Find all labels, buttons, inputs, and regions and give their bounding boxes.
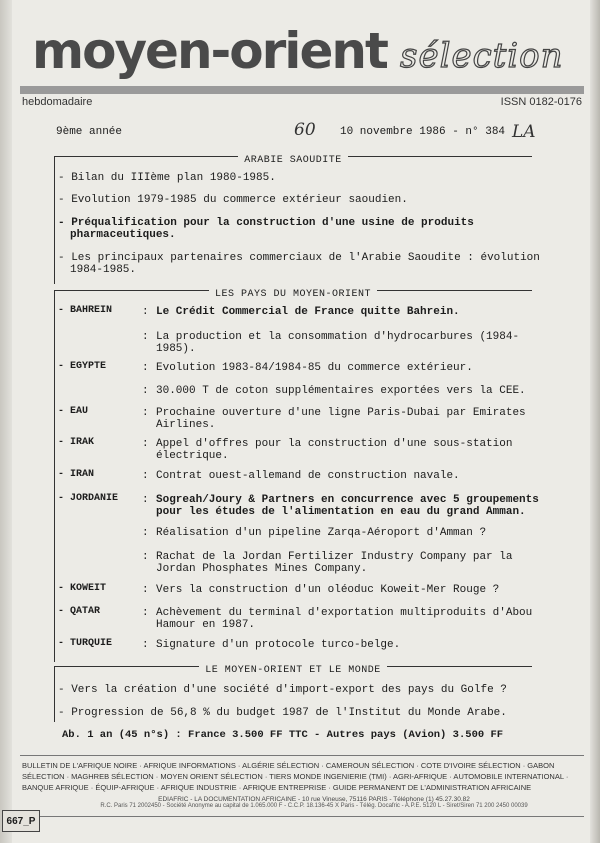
section-saudi-header (54, 155, 532, 166)
archive-badge: 667_P (2, 810, 40, 832)
country-qatar: - QATAR (58, 606, 101, 617)
world-item-1: - Vers la création d'une société d'import-export des pays du Golfe ? (58, 684, 507, 696)
footer-rule (20, 755, 584, 756)
egypte-line-2: 30.000 T de coton supplémentaires exportées vers la CEE. (156, 385, 526, 397)
year-label: 9ème année (56, 126, 123, 138)
egypte-line-1: Evolution 1983-84/1984-85 du commerce extérieur. (156, 362, 473, 374)
footer-rule-bottom (20, 816, 584, 817)
country-irak: - IRAK (58, 437, 95, 448)
saudi-item-4: - Les principaux partenaires commerciaux de l'Arabie Saoudite : évolution (58, 252, 540, 264)
saudi-item-3-cont: pharmaceutiques. (70, 229, 176, 241)
document-page (14, 0, 586, 843)
qatar-line-1: Achèvement du terminal d'exportation multiproduits d'Abou (156, 607, 533, 619)
colon: : (142, 385, 149, 397)
qatar-line-2: Hamour en 1987. (156, 619, 256, 631)
world-item-2: - Progression de 56,8 % du budget 1987 de l'Institut du Monde Arabe. (58, 707, 507, 719)
country-egypte: - EGYPTE (58, 361, 107, 372)
eau-line-2: Airlines. (156, 419, 216, 431)
jordanie-line-1: Sogreah/Joury & Partners en concurrence avec 5 groupements (156, 494, 539, 506)
section-countries-title: LES PAYS DU MOYEN-ORIENT (209, 289, 377, 300)
handwritten-initials: LA (512, 122, 536, 142)
irak-line-2: électrique. (156, 450, 229, 462)
colon: : (142, 331, 149, 343)
binding-gutter-left (0, 0, 12, 843)
footer-publications: BULLETIN DE L'AFRIQUE NOIRE · AFRIQUE INFORMATIONS · ALGÉRIE SÉLECTION · CAMEROUN SÉLECTION · COTE D'IVOIRE SÉLECTION · GABON SÉLECTION · MAGHREB SÉLECTION · MOYEN ORIENT SÉLECTION · TIERS MONDE INGENIERIE (TMI) · AGRI-AFRIQUE · AUTOMOBILE INTERNATIONAL · BANQUE AFRIQUE · ÉQUIP-AFRIQUE · AFRIQUE INDUSTRIE · AFRIQUE ENTREPRISE · GUIDE PERMANENT DE L'ADMINISTRATION AFRICAINE (22, 761, 569, 792)
colon: : (142, 639, 149, 651)
koweit-line-1: Vers la construction d'un oléoduc Koweit-Mer Rouge ? (156, 584, 500, 596)
colon: : (142, 527, 149, 539)
masthead (20, 18, 586, 84)
subscription-price: Ab. 1 an (45 n°s) : France 3.500 FF TTC - Autres pays (Avion) 3.500 FF (62, 729, 504, 741)
colon: : (142, 470, 149, 482)
colon: : (142, 407, 149, 419)
issn-label: ISSN 0182-0176 (500, 96, 582, 108)
section-countries-header (54, 289, 532, 300)
country-jordanie: - JORDANIE (58, 493, 119, 504)
country-iran: - IRAN (58, 469, 95, 480)
masthead-bar (20, 86, 584, 94)
irak-line-1: Appel d'offres pour la construction d'une sous-station (156, 438, 513, 450)
eau-line-1: Prochaine ouverture d'une ligne Paris-Dubai par Emirates (156, 407, 526, 419)
handwritten-number: 60 (294, 120, 316, 140)
saudi-item-1: - Bilan du IIIème plan 1980-1985. (58, 172, 276, 184)
jordanie-line-4: Rachat de la Jordan Fertilizer Industry Company par la (156, 551, 513, 563)
periodicity-label: hebdomadaire (22, 96, 93, 108)
iran-line-1: Contrat ouest-allemand de construction navale. (156, 470, 460, 482)
jordanie-line-3: Réalisation d'un pipeline Zarqa-Aéroport d'Amman ? (156, 527, 487, 539)
section-world-title: LE MOYEN-ORIENT ET LE MONDE (199, 665, 387, 676)
jordanie-line-2: pour les études de l'alimentation en eau du grand Amman. (156, 506, 526, 518)
section-saudi-rule (54, 156, 55, 284)
section-world-header (54, 665, 532, 676)
bahrein-line-2: La production et la consommation d'hydrocarbures (1984- (156, 331, 520, 343)
jordanie-line-5: Jordan Phosphates Mines Company. (156, 563, 368, 575)
issue-date: 10 novembre 1986 - n° 384 (340, 126, 506, 138)
section-countries-rule (54, 290, 55, 662)
colon: : (142, 306, 149, 318)
country-koweit: - KOWEIT (58, 583, 107, 594)
country-bahrein: - BAHREIN (58, 305, 113, 316)
bahrein-line-1: Le Crédit Commercial de France quitte Bahrein. (156, 306, 460, 318)
colon: : (142, 551, 149, 563)
colon: : (142, 607, 149, 619)
section-world-rule (54, 666, 55, 722)
turquie-line-1: Signature d'un protocole turco-belge. (156, 639, 401, 651)
footer-address: EDIAFRIC - LA DOCUMENTATION AFRICAINE - 10 rue Vineuse, 75116 PARIS - Téléphone (1) 45.27.30.82 (158, 796, 470, 803)
country-eau: - EAU (58, 406, 89, 417)
footer-registration: R.C. Paris 71 2002450 - Société Anonyme au capital de 1.065.000 F - C.C.P. 18.136-45 X Paris - Télég. Docafric - A.P.E. 5120 L - Siret/Siren 71 200 2450 00039 (100, 803, 528, 809)
bahrein-line-3: 1985). (156, 343, 196, 355)
section-saudi-title: ARABIE SAOUDITE (238, 155, 348, 166)
brand-title: moyen-orient (32, 22, 387, 80)
brand-script-title: sélection (400, 36, 564, 76)
colon: : (142, 362, 149, 374)
saudi-item-4-cont: 1984-1985. (70, 264, 137, 276)
colon: : (142, 584, 149, 596)
colon: : (142, 494, 149, 506)
saudi-item-3: - Préqualification pour la construction d'une usine de produits (58, 217, 474, 229)
colon: : (142, 438, 149, 450)
binding-gutter-right (590, 0, 600, 843)
country-turquie: - TURQUIE (58, 638, 113, 649)
saudi-item-2: - Evolution 1979-1985 du commerce extérieur saoudien. (58, 194, 408, 206)
